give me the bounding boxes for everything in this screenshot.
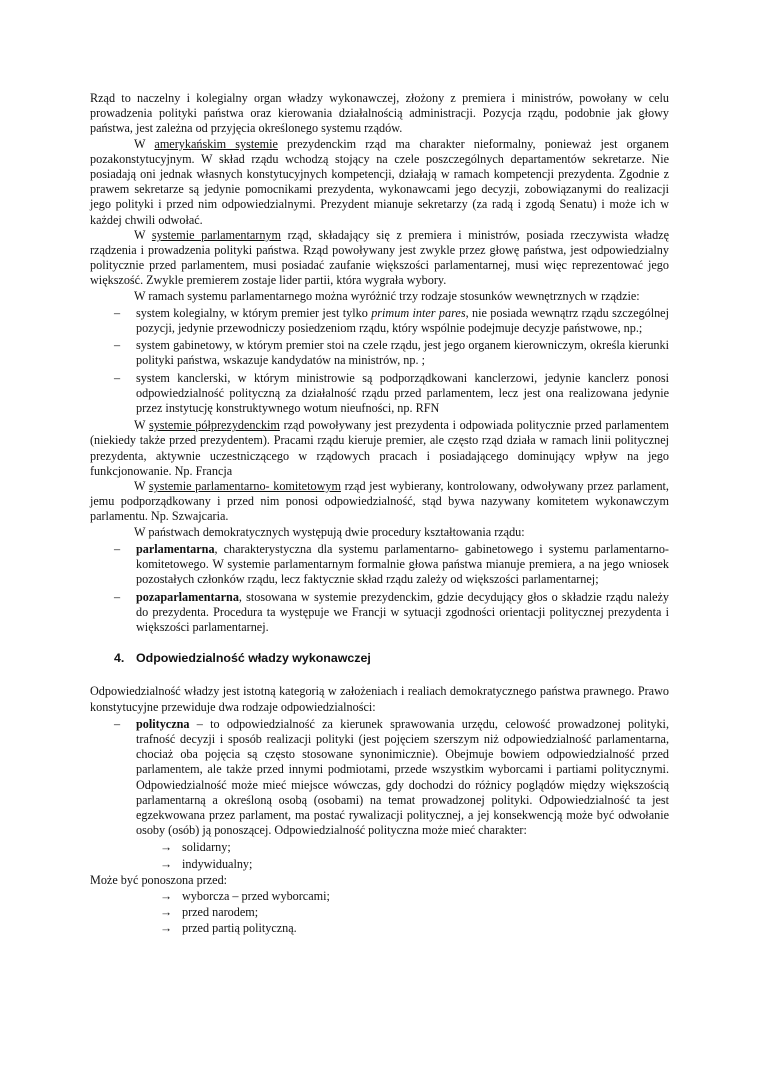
dash-bullet: – xyxy=(114,716,121,731)
term-committee-system: systemie parlamentarno- komitetowym xyxy=(148,479,341,494)
paragraph-semi-presidential: W systemie półprezydenckim rząd powoływany jest prezydenta i odpowiada politycznie przed parlamentem (niekiedy także przed prezydentem). Pracami rządu kieruje premier, ale często rząd działa w ramach linii politycznej prezydenta, aktywnie uczestniczącego w rządowych pracach i posiadającego dominujący wpływ na jego funkcjonowanie. Np. Francja xyxy=(90,418,669,478)
responsibility-list xyxy=(90,717,669,839)
section-number: 4. xyxy=(114,651,125,666)
procedures-list xyxy=(90,542,669,635)
list-item: → przed partią polityczną. xyxy=(160,921,297,936)
paragraph-procedures-intro: W państwach demokratycznych występują dwie procedury kształtowania rządu: xyxy=(134,524,525,539)
dash-bullet: – xyxy=(114,589,121,604)
dash-bullet: – xyxy=(114,541,121,556)
before-list xyxy=(90,889,669,937)
list-item: – system kanclerski, w którym ministrowie są podporządkowani kanclerzowi, jedynie kanclerz ponosi odpowiedzialność polityczną za działalność rządu przed parlamentem, lecz jest ona realizowana jedynie przez instytucję konstruktywnego wotum nieufności, np. RFN xyxy=(114,370,669,416)
list-item: – polityczna – to odpowiedzialność za kierunek sprawowania urzędu, celowość prowadzonej polityki, trafność decyzji i sposób realizacji polityki (jest pojęciem szerszym niż odpowiedzialność parlamentarna, chociaż oba pojęcia są często stosowane synonimicznie). Obejmuje bowiem odpowiedzialność przed parlamentem, ale także przed innymi podmiotami, przede wszystkim wyborcami i partiami politycznymi. Odpowiedzialność może mieć miejsce wówczas, gdy dochodzi do różnicy poglądów między większością parlamentarną a określoną osobą (osobami) na temat prowadzonej polityki. Odpowiedzialność ta jest egzekwowana przez parlament, ma postać rywalizacji politycznej, a jej konsekwencją może być odwołanie osoby (osób) ją ponoszącej. Odpowiedzialność polityczna może mieć charakter: xyxy=(114,716,669,838)
list-item: – parlamentarna, charakterystyczna dla systemu parlamentarno- gabinetowego i systemu parlamentarno- komitetowego. W systemie parlamentarnym formalnie głowa państwa mianuje premiera, a na jego wniosek pozostałych członków rządu, lecz faktycznie skład rządu zależy od większości parlamentarnej; xyxy=(114,541,669,587)
character-list xyxy=(90,840,669,871)
arrow-right-icon: → xyxy=(160,856,173,871)
list-item: – system gabinetowy, w którym premier stoi na czele rządu, jest jego organem kierowniczym, określa kierunki polityki państwa, wskazuje kandydatów na ministrów, np. ; xyxy=(114,338,669,368)
list-item: → solidarny; xyxy=(160,840,231,855)
list-item: → wyborcza – przed wyborcami; xyxy=(160,888,330,903)
paragraph-types-intro: W ramach systemu parlamentarnego można wyróżnić trzy rodzaje stosunków wewnętrznych w rządzie: xyxy=(134,288,640,303)
list-item: → indywidualny; xyxy=(160,856,253,871)
document-page xyxy=(90,91,669,938)
section-heading xyxy=(90,651,669,666)
paragraph-responsibility-intro: Odpowiedzialność władzy jest istotną kategorią w założeniach i realiach demokratycznego państwa prawnego. Prawo konstytucyjne przewiduje dwa rodzaje odpowiedzialności: xyxy=(90,684,669,714)
term-american-system: amerykańskim systemie xyxy=(154,136,278,151)
types-list xyxy=(90,306,669,416)
paragraph-presidential: W amerykańskim systemie prezydenckim rząd ma charakter nieformalny, ponieważ jest organem pozakonstytucyjnym. W skład rządu wchodzą stojący na czele poszczególnych departamentów sekretarze. Nie posiadają oni jednak własnych konstytucyjnych kompetencji, działają w ramach kompetencji prezydenta. Zgodnie z prawem sekretarze są jedynie pomocnikami prezydenta, wykonawcami jego decyzji, zobowiązanymi do realizacji jego polityki i przed nim odpowiedzialnymi. Prezydent mianuje sekretarzy (za radą i zgodą Senatu) i może ich w każdej chwili odwołać. xyxy=(90,136,669,227)
dash-bullet: – xyxy=(114,338,121,353)
list-item: – pozaparlamentarna, stosowana w systemie prezydenckim, gdzie decydujący głos o składzie rządu należy do prezydenta. Procedura ta występuje we Francji w sytuacji zgodności orientacji politycznej prezydenta i większości parlamentarnej. xyxy=(114,589,669,634)
section-title: Odpowiedzialność władzy wykonawczej xyxy=(136,651,371,666)
term-semi-presidential-system: systemie półprezydenckim xyxy=(148,418,280,433)
paragraph-committee: W systemie parlamentarno- komitetowym rząd jest wybierany, kontrolowany, odwoływany przez parlament, jemu podporządkowany i przed nim ponosi odpowiedzialność, stąd bywa nazywany komitetem wykonawczym parlamentu. Np. Szwajcaria. xyxy=(90,479,669,524)
list-item: → przed narodem; xyxy=(160,905,259,920)
paragraph-intro: Rząd to naczelny i kolegialny organ władzy wykonawczej, złożony z premiera i ministrów, powołany w celu prowadzenia polityki państwa oraz kierowania działalnością administracji. Pozycja rządu, podobnie jak głowy państwa, jest zależna od przyjęcia określonego systemu rządów. xyxy=(90,91,669,136)
arrow-right-icon: → xyxy=(160,921,173,936)
list-item: – system kolegialny, w którym premier jest tylko primum inter pares, nie posiada wewnątrz rządu szczególnej pozycji, jedynie przewodniczy posiedzeniom rządu, który wspólnie podejmuje decyzje państwowe, np.; xyxy=(114,305,669,336)
dash-bullet: – xyxy=(114,305,121,320)
arrow-right-icon: → xyxy=(160,840,173,855)
dash-bullet: – xyxy=(114,370,121,385)
paragraph-parliamentary: W systemie parlamentarnym rząd, składający się z premiera i ministrów, posiada rzeczywista władzę rządzenia i prowadzenia polityki państwa. Rząd powoływany jest zwykle przez głowę państwa, jest odpowiedzialny politycznie przed parlamentem, musi posiadać zaufanie większości parlamentarnej, musi więc reprezentować jego większość. Zwykle premierem zostaje lider partii, która wygrała wybory. xyxy=(90,227,669,288)
arrow-right-icon: → xyxy=(160,905,173,920)
term-parliamentary-system: systemie parlamentarnym xyxy=(151,227,281,242)
paragraph-before-label: Może być ponoszona przed: xyxy=(90,872,228,887)
arrow-right-icon: → xyxy=(160,888,173,903)
